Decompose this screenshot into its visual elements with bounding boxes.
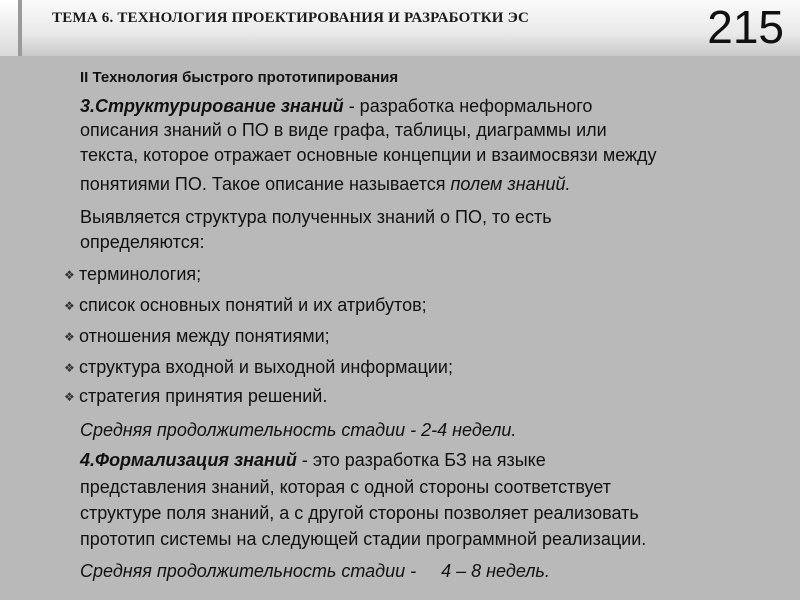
diamond-bullet-icon: ❖ [64,390,75,404]
paragraph-structure-line-1: Выявляется структура полученных знаний о ПО, то есть [80,207,552,227]
paragraph-structure-line-2: определяются: [80,232,205,252]
page-number: 215 [707,1,784,53]
header-left-panel [0,0,20,56]
paragraph-formalization-line-3: структуре поля знаний, а с другой стороны позволяет реализовать [80,503,639,523]
slide-header [0,0,800,56]
diamond-bullet-icon: ❖ [64,268,75,282]
paragraph-formalization-line-2: представления знаний, которая с одной стороны соответствует [80,477,611,497]
list-item-text: структура входной и выходной информации; [79,357,453,377]
stage-duration-structuring: Средняя продолжительность стадии - 2-4 недели. [80,420,517,440]
paragraph-structuring-line-1 [80,95,592,118]
diamond-bullet-icon: ❖ [64,361,75,375]
list-item-text: список основных понятий и их атрибутов; [79,295,427,315]
paragraph-formalization-line-1 [80,449,546,472]
formalization-term: 4.Формализация знаний [80,450,297,470]
list-item [64,294,427,318]
diamond-bullet-icon: ❖ [64,299,75,313]
list-item [64,356,453,380]
formalization-text: - это разработка БЗ на языке [296,450,546,470]
knowledge-field-term: полем знаний. [450,174,571,194]
list-item-text: стратегия принятия решений. [79,386,328,406]
list-item-text: отношения между понятиями; [79,326,330,346]
diamond-bullet-icon: ❖ [64,330,75,344]
list-item-text: терминология; [79,264,202,284]
list-item [64,325,330,349]
stage-duration-formalization: Средняя продолжительность стадии - 4 – 8 недель. [80,561,550,581]
paragraph-formalization-line-4: прототип системы на следующей стадии программной реализации. [80,529,647,549]
slide-content [0,56,800,600]
structuring-text: - разработка неформального [343,96,593,116]
paragraph-structuring-line-4 [80,173,571,196]
section-heading: II Технология быстрого прототипирования [80,69,399,86]
slide-title: ТЕМА 6. ТЕХНОЛОГИЯ ПРОЕКТИРОВАНИЯ И РАЗРАБОТКИ ЭС [52,10,530,26]
header-divider [18,0,22,56]
paragraph-structuring-line-3: текста, которое отражает основные концепции и взаимосвязи между [80,145,657,165]
list-item [64,385,327,409]
list-item [64,263,201,287]
structuring-term: 3.Структурирование знаний [80,96,344,116]
paragraph-structuring-line-2: описания знаний о ПО в виде графа, таблицы, диаграммы или [80,120,607,140]
structuring-text-end: понятиями ПО. Такое описание называется [80,174,451,194]
